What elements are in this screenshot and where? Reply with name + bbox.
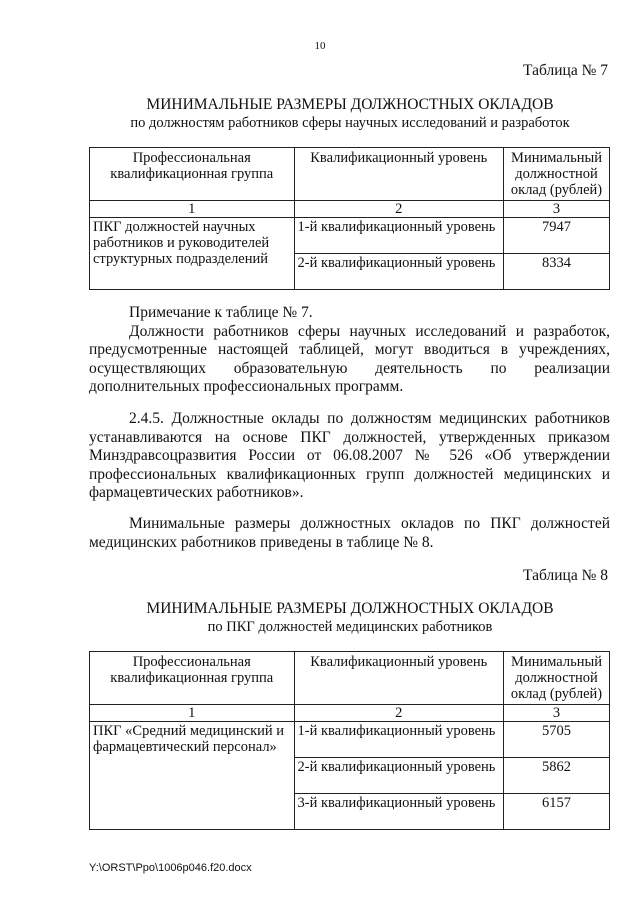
table8-title: МИНИМАЛЬНЫЕ РАЗМЕРЫ ДОЛЖНОСТНЫХ ОКЛАДОВ	[146, 600, 554, 617]
table7-salary-1: 7947	[504, 218, 610, 254]
table8-salary-1: 5705	[504, 722, 610, 758]
table7-title: МИНИМАЛЬНЫЕ РАЗМЕРЫ ДОЛЖНОСТНЫХ ОКЛАДОВ	[146, 96, 554, 113]
note-title: Примечание к таблице № 7.	[129, 304, 313, 321]
table8-header-level: Квалификационный уровень	[294, 652, 504, 705]
table7-header-group: Профессиональная квалификационная группа	[90, 148, 295, 201]
table8-header-group: Профессиональная квалификационная группа	[90, 652, 295, 705]
section-2-4-5	[89, 410, 610, 503]
table7-label: Таблица № 7	[523, 62, 608, 79]
table7-group-cell: ПКГ должностей научных работников и руководителей структурных подразделений	[90, 218, 295, 290]
note-block	[89, 304, 610, 397]
table7-salary-2: 8334	[504, 254, 610, 290]
table8-level-2: 2-й квалификационный уровень	[294, 758, 504, 794]
table8-salary-3: 6157	[504, 794, 610, 830]
table8-level-3: 3-й квалификационный уровень	[294, 794, 504, 830]
table8-subtitle: по ПКГ должностей медицинских работников	[207, 619, 493, 635]
table7-colnum-2: 2	[294, 201, 504, 218]
section-2-4-5-text: 2.4.5. Должностные оклады по должностям медицинских работников устанавливаются на основе ПКГ должностей, утвержденных приказом Минздравсоцразвития России от 06.08.2007 № 526 «Об утверждении профессиональных квалификационных групп должностей медицинских и фармацевтических работников».	[89, 410, 610, 501]
table8-colnum-2: 2	[294, 705, 504, 722]
table8-group-cell: ПКГ «Средний медицинский и фармацевтический персонал»	[90, 722, 295, 830]
table8-colnum-1: 1	[90, 705, 295, 722]
note-text: Должности работников сферы научных исследований и разработок, предусмотренные настоящей таблицей, могут вводиться в учреждениях, осуществляющих образовательную деятельность по реализации дополнительных профессиональных программ.	[89, 322, 610, 395]
table8-colnum-3: 3	[504, 705, 610, 722]
table7-colnum-1: 1	[90, 201, 295, 218]
footer-file-path: Y:\ORST\Ppo\1006p046.f20.docx	[89, 862, 252, 874]
page-number: 10	[314, 40, 326, 52]
table7-level-2: 2-й квалификационный уровень	[294, 254, 504, 290]
table8-intro-text: Минимальные размеры должностных окладов по ПКГ должностей медицинских работников приведены в таблице № 8.	[89, 515, 610, 551]
table7-level-1: 1-й квалификационный уровень	[294, 218, 504, 254]
table8-intro	[89, 515, 610, 552]
table7	[89, 147, 610, 290]
table7-header-level: Квалификационный уровень	[294, 148, 504, 201]
table8-level-1: 1-й квалификационный уровень	[294, 722, 504, 758]
table7-colnum-3: 3	[504, 201, 610, 218]
table7-header-salary: Минимальный должностной оклад (рублей)	[504, 148, 610, 201]
table8-header-salary: Минимальный должностной оклад (рублей)	[504, 652, 610, 705]
table8-salary-2: 5862	[504, 758, 610, 794]
table8-label: Таблица № 8	[523, 567, 608, 584]
table8	[89, 651, 610, 830]
table7-subtitle: по должностям работников сферы научных исследований и разработок	[130, 115, 570, 131]
